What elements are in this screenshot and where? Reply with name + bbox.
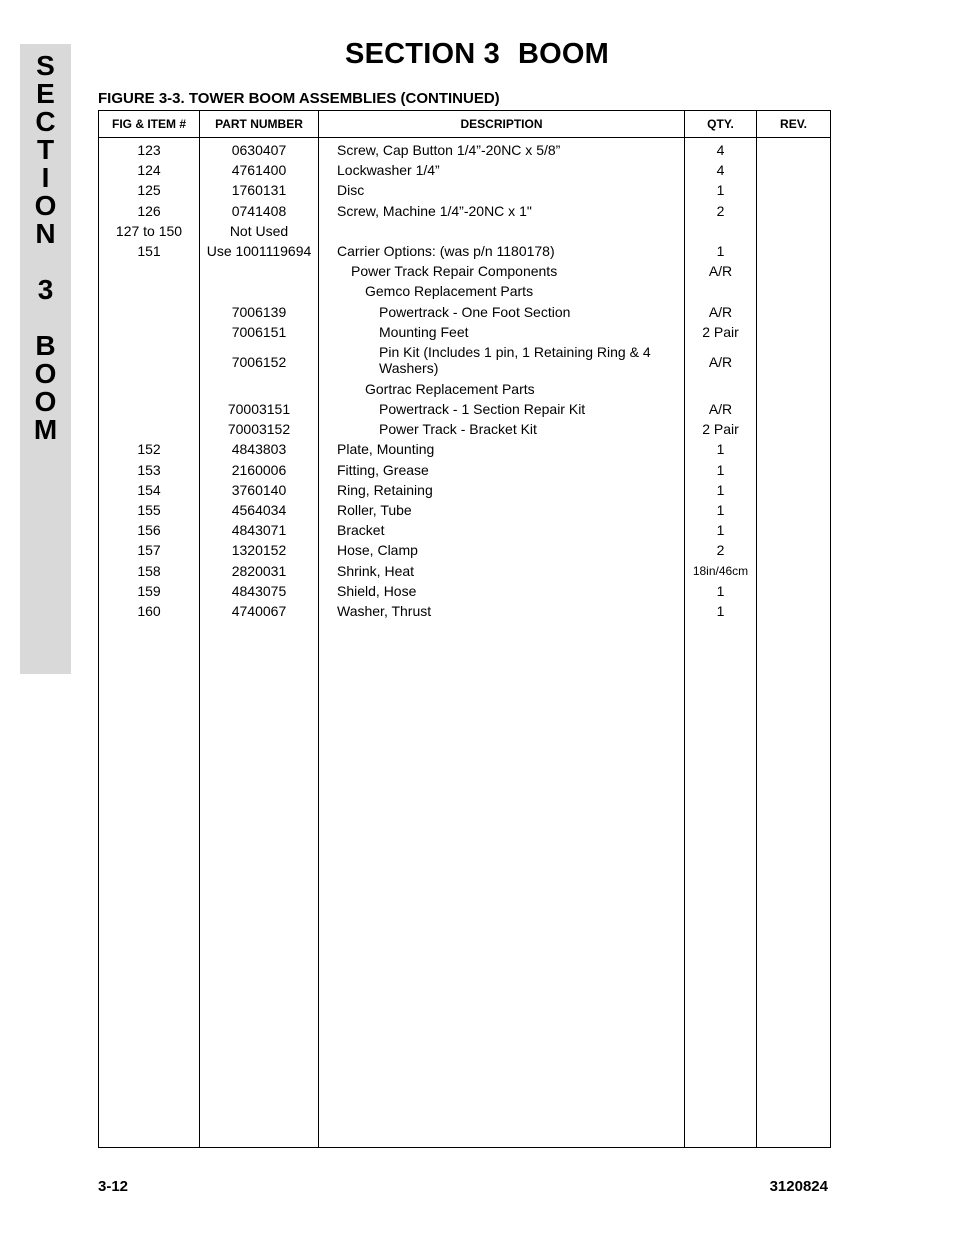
cell-part-number: 4564034 [200, 502, 319, 522]
table-row [99, 482, 831, 502]
table-row [99, 344, 831, 381]
cell-description [319, 223, 685, 243]
cell-part-number: Use 1001119694 [200, 243, 319, 263]
page-number: 3-12 [98, 1178, 129, 1195]
figure-title: FIGURE 3-3. TOWER BOOM ASSEMBLIES (CONTINUED) [98, 90, 500, 107]
side-tab-letter: O [34, 386, 57, 417]
filler-cell [757, 623, 831, 1147]
cell-part-number: 70003152 [200, 421, 319, 441]
cell-description: Mounting Feet [319, 324, 685, 344]
filler-cell [99, 623, 200, 1147]
table-row [99, 243, 831, 263]
table-row [99, 502, 831, 522]
cell-description: Power Track - Bracket Kit [319, 421, 685, 441]
cell-item [99, 401, 200, 421]
cell-part-number: 2160006 [200, 462, 319, 482]
cell-item [99, 324, 200, 344]
cell-description: Carrier Options: (was p/n 1180178) [319, 243, 685, 263]
cell-part-number: 4843071 [200, 522, 319, 542]
cell-part-number: 4843803 [200, 441, 319, 461]
side-tab-letter: O [34, 190, 57, 221]
cell-rev [757, 462, 831, 482]
cell-item: 157 [99, 542, 200, 562]
cell-rev [757, 502, 831, 522]
cell-item [99, 263, 200, 283]
cell-description: Gortrac Replacement Parts [319, 381, 685, 401]
cell-item: 152 [99, 441, 200, 461]
cell-description: Washer, Thrust [319, 603, 685, 623]
cell-qty: 1 [685, 482, 757, 502]
cell-qty: 2 Pair [685, 324, 757, 344]
cell-description: Shrink, Heat [319, 563, 685, 583]
cell-item: 123 [99, 138, 200, 163]
cell-part-number: 70003151 [200, 401, 319, 421]
cell-part-number: 7006139 [200, 304, 319, 324]
cell-rev [757, 283, 831, 303]
table-row [99, 182, 831, 202]
cell-rev [757, 223, 831, 243]
cell-part-number: 2820031 [200, 563, 319, 583]
cell-qty [685, 381, 757, 401]
table-row [99, 421, 831, 441]
cell-rev [757, 182, 831, 202]
table-row [99, 583, 831, 603]
cell-qty: A/R [685, 304, 757, 324]
side-tab-letter: S [36, 50, 55, 81]
cell-description: Powertrack - One Foot Section [319, 304, 685, 324]
column-header-item: FIG & ITEM # [99, 111, 200, 138]
cell-rev [757, 563, 831, 583]
cell-item: 153 [99, 462, 200, 482]
cell-description: Bracket [319, 522, 685, 542]
cell-rev [757, 324, 831, 344]
cell-qty: A/R [685, 401, 757, 421]
table-row [99, 462, 831, 482]
cell-item [99, 421, 200, 441]
cell-item [99, 344, 200, 381]
cell-rev [757, 421, 831, 441]
cell-qty: 1 [685, 182, 757, 202]
column-header-part-number: PART NUMBER [200, 111, 319, 138]
cell-qty [685, 223, 757, 243]
cell-part-number [200, 283, 319, 303]
table-row [99, 563, 831, 583]
cell-rev [757, 243, 831, 263]
cell-part-number: 0741408 [200, 203, 319, 223]
parts-table-body [99, 138, 831, 1148]
table-row [99, 401, 831, 421]
column-header-description: DESCRIPTION [319, 111, 685, 138]
cell-rev [757, 542, 831, 562]
side-tab-spacer [20, 248, 71, 276]
cell-rev [757, 522, 831, 542]
side-tab-letter: T [36, 134, 55, 165]
side-tab-letter: I [41, 162, 50, 193]
side-tab-letter: O [34, 358, 57, 389]
cell-part-number: 7006152 [200, 344, 319, 381]
cell-part-number: 1760131 [200, 182, 319, 202]
cell-qty: 18in/46cm [685, 563, 757, 583]
table-row [99, 223, 831, 243]
cell-part-number: 3760140 [200, 482, 319, 502]
cell-part-number: 4761400 [200, 162, 319, 182]
filler-cell [200, 623, 319, 1147]
cell-item: 124 [99, 162, 200, 182]
table-row [99, 138, 831, 163]
cell-part-number [200, 381, 319, 401]
parts-table [98, 110, 831, 1148]
cell-part-number: 7006151 [200, 324, 319, 344]
table-row [99, 542, 831, 562]
cell-qty: 1 [685, 583, 757, 603]
table-row [99, 162, 831, 182]
cell-item: 158 [99, 563, 200, 583]
cell-rev [757, 203, 831, 223]
cell-qty [685, 283, 757, 303]
cell-description: Screw, Cap Button 1/4”-20NC x 5/8” [319, 138, 685, 163]
cell-description: Fitting, Grease [319, 462, 685, 482]
side-tab-letter: B [35, 330, 56, 361]
column-header-rev: REV. [757, 111, 831, 138]
cell-qty: 4 [685, 162, 757, 182]
cell-item [99, 304, 200, 324]
cell-rev [757, 344, 831, 381]
cell-item: 151 [99, 243, 200, 263]
table-row [99, 603, 831, 623]
side-tab-letter: 3 [37, 274, 54, 305]
cell-part-number: 1320152 [200, 542, 319, 562]
cell-item: 125 [99, 182, 200, 202]
cell-part-number: Not Used [200, 223, 319, 243]
cell-rev [757, 381, 831, 401]
filler-cell [685, 623, 757, 1147]
page-title [0, 38, 954, 71]
cell-qty: 1 [685, 441, 757, 461]
table-row [99, 203, 831, 223]
cell-item: 159 [99, 583, 200, 603]
cell-qty: 1 [685, 603, 757, 623]
cell-rev [757, 603, 831, 623]
cell-rev [757, 482, 831, 502]
cell-item: 126 [99, 203, 200, 223]
side-tab-letters [20, 52, 71, 444]
cell-part-number [200, 263, 319, 283]
cell-part-number: 4740067 [200, 603, 319, 623]
cell-qty: A/R [685, 344, 757, 381]
table-row [99, 324, 831, 344]
cell-rev [757, 401, 831, 421]
table-row [99, 441, 831, 461]
side-tab-letter: E [36, 78, 55, 109]
cell-item: 155 [99, 502, 200, 522]
cell-item [99, 283, 200, 303]
cell-qty: 1 [685, 522, 757, 542]
cell-rev [757, 583, 831, 603]
table-row [99, 522, 831, 542]
table-row [99, 283, 831, 303]
side-tab-spacer [20, 304, 71, 332]
filler-cell [319, 623, 685, 1147]
cell-description: Hose, Clamp [319, 542, 685, 562]
cell-item: 156 [99, 522, 200, 542]
cell-description: Powertrack - 1 Section Repair Kit [319, 401, 685, 421]
column-header-qty: QTY. [685, 111, 757, 138]
cell-description: Gemco Replacement Parts [319, 283, 685, 303]
cell-qty: 1 [685, 243, 757, 263]
side-tab-letter: M [33, 414, 58, 445]
cell-part-number: 4843075 [200, 583, 319, 603]
cell-item: 160 [99, 603, 200, 623]
cell-qty: 4 [685, 138, 757, 163]
section-side-tab [20, 44, 71, 674]
cell-description: Pin Kit (Includes 1 pin, 1 Retaining Ring & 4 Washers) [319, 344, 685, 381]
cell-item [99, 381, 200, 401]
cell-qty: 2 Pair [685, 421, 757, 441]
cell-qty: 1 [685, 462, 757, 482]
cell-item: 127 to 150 [99, 223, 200, 243]
table-row [99, 263, 831, 283]
cell-item: 154 [99, 482, 200, 502]
cell-part-number: 0630407 [200, 138, 319, 163]
table-row [99, 304, 831, 324]
cell-description: Shield, Hose [319, 583, 685, 603]
document-number: 3120824 [769, 1178, 828, 1195]
cell-description: Ring, Retaining [319, 482, 685, 502]
cell-rev [757, 263, 831, 283]
cell-description: Roller, Tube [319, 502, 685, 522]
cell-qty: A/R [685, 263, 757, 283]
cell-rev [757, 138, 831, 163]
cell-rev [757, 162, 831, 182]
cell-description: Plate, Mounting [319, 441, 685, 461]
cell-qty: 2 [685, 203, 757, 223]
cell-description: Power Track Repair Components [319, 263, 685, 283]
table-filler-row [99, 623, 831, 1147]
side-tab-letter: C [35, 106, 56, 137]
cell-rev [757, 304, 831, 324]
cell-description: Disc [319, 182, 685, 202]
section-label: SECTION 3 [345, 38, 500, 70]
section-name: BOOM [517, 38, 609, 70]
cell-description: Screw, Machine 1/4”-20NC x 1" [319, 203, 685, 223]
cell-description: Lockwasher 1/4” [319, 162, 685, 182]
side-tab-letter: N [35, 218, 56, 249]
cell-qty: 1 [685, 502, 757, 522]
table-row [99, 381, 831, 401]
cell-rev [757, 441, 831, 461]
cell-qty: 2 [685, 542, 757, 562]
table-header-row [99, 111, 831, 138]
